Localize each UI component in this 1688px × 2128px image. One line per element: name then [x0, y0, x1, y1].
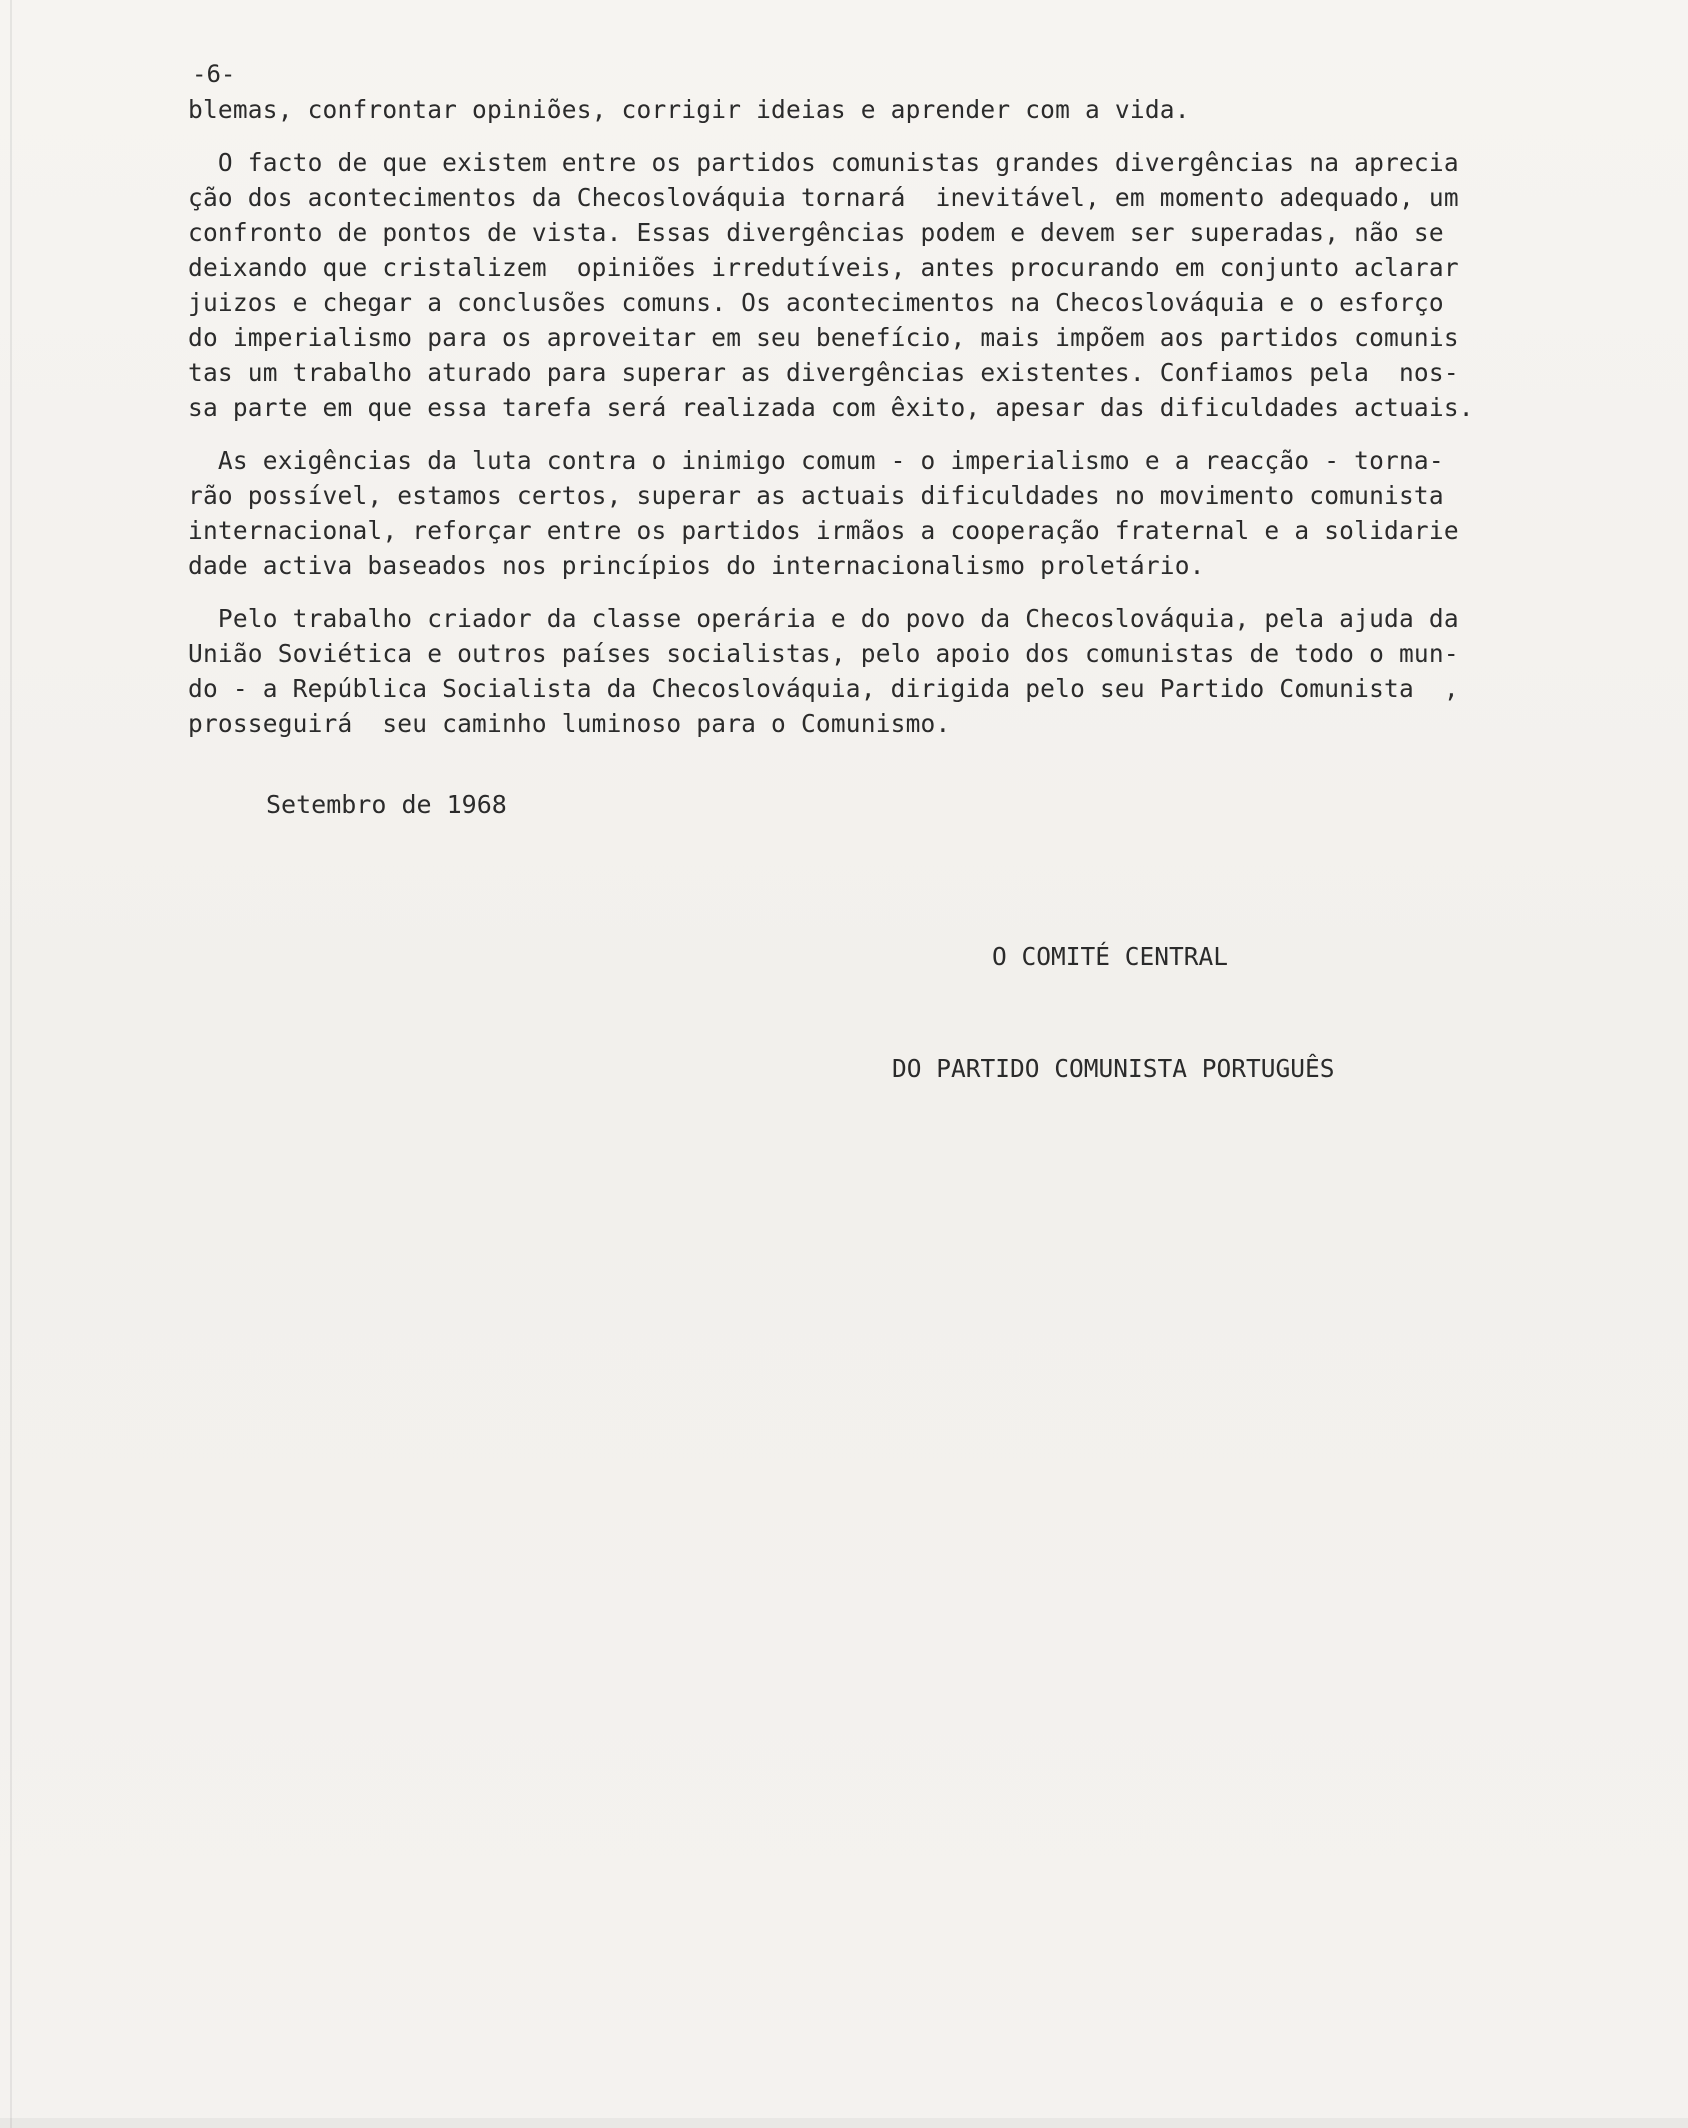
- body-line: sa parte em que essa tarefa será realizada com êxito, apesar das dificuldades actuais.: [188, 393, 1474, 422]
- page-number: -6-: [192, 60, 236, 88]
- edge-mark: [1638, 132, 1644, 190]
- body-line: do imperialismo para os aproveitar em seu benefício, mais impõem aos partidos comunis: [188, 323, 1459, 352]
- body-line: ção dos acontecimentos da Checoslováquia tornará inevitável, em momento adequado, um: [188, 183, 1459, 212]
- body-line: do - a República Socialista da Checoslováquia, dirigida pelo seu Partido Comunista ,: [188, 674, 1459, 703]
- body-line: confronto de pontos de vista. Essas divergências podem e devem ser superadas, não se: [188, 218, 1444, 247]
- paragraph-gap: [188, 425, 1548, 443]
- signature-line: DO PARTIDO COMUNISTA PORTUGUÊS: [892, 1054, 1335, 1083]
- body-line: juizos e chegar a conclusões comuns. Os acontecimentos na Checoslováquia e o esforço: [188, 288, 1444, 317]
- body-line: blemas, confrontar opiniões, corrigir ideias e aprender com a vida.: [188, 95, 1190, 124]
- page-bottom-shadow: [0, 2118, 1688, 2128]
- body-line: União Soviética e outros países socialistas, pelo apoio dos comunistas de todo o mun-: [188, 639, 1459, 668]
- body-line: deixando que cristalizem opiniões irredutíveis, antes procurando em conjunto aclarar: [188, 253, 1459, 282]
- body-line: O facto de que existem entre os partidos comunistas grandes divergências na aprecia: [188, 148, 1459, 177]
- body-line: Pelo trabalho criador da classe operária e do povo da Checoslováquia, pela ajuda da: [188, 604, 1459, 633]
- body-line: As exigências da luta contra o inimigo comum - o imperialismo e a reacção - torna-: [188, 446, 1444, 475]
- signature-block: [892, 867, 1335, 1159]
- body-line: prosseguirá seu caminho luminoso para o Comunismo.: [188, 709, 951, 738]
- body-line: dade activa baseados nos princípios do internacionalismo proletário.: [188, 551, 1205, 580]
- paragraph-gap: [188, 127, 1548, 145]
- signature-line: O COMITÉ CENTRAL: [992, 942, 1229, 971]
- body-line: tas um trabalho aturado para superar as divergências existentes. Confiamos pela nos-: [188, 358, 1459, 387]
- body-line: rão possível, estamos certos, superar as actuais dificuldades no movimento comunista: [188, 481, 1444, 510]
- body-line: internacional, reforçar entre os partidos irmãos a cooperação fraternal e a solidarie: [188, 516, 1459, 545]
- paragraph-gap: [188, 583, 1548, 601]
- document-date: Setembro de 1968: [266, 790, 507, 819]
- body-text: [188, 92, 1548, 741]
- page-left-edge: [10, 0, 12, 2128]
